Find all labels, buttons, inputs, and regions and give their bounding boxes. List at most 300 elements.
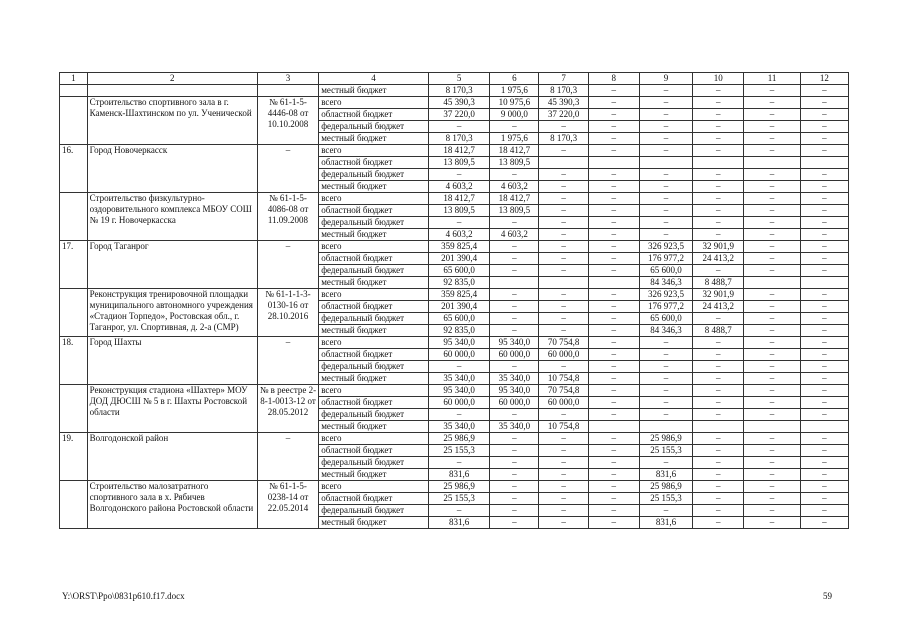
amount-cell: –: [800, 337, 848, 349]
amount-cell: 35 340,0: [428, 373, 489, 385]
amount-cell: –: [428, 361, 489, 373]
amount-cell: –: [744, 481, 800, 493]
amount-cell: –: [744, 109, 800, 121]
amount-cell: –: [744, 217, 800, 229]
row-number-cell: [60, 385, 88, 433]
amount-cell: –: [539, 145, 588, 157]
amount-cell: 84 346,3: [639, 277, 692, 289]
amount-cell: –: [639, 337, 692, 349]
footer-file-path: Y:\ORST\Ppo\0831p610.f17.docx: [62, 591, 185, 601]
amount-cell: 65 600,0: [428, 265, 489, 277]
amount-cell: –: [744, 349, 800, 361]
page-number: 59: [823, 591, 832, 601]
funding-source-cell: всего: [319, 145, 429, 157]
funding-source-cell: федеральный бюджет: [319, 457, 429, 469]
object-name-cell: Город Таганрог: [87, 241, 257, 289]
amount-cell: 24 413,2: [693, 301, 744, 313]
amount-cell: –: [693, 169, 744, 181]
amount-cell: –: [744, 145, 800, 157]
amount-cell: –: [490, 481, 539, 493]
amount-cell: –: [800, 229, 848, 241]
object-name-cell: Реконструкция тренировочной площадки муниципального автономного учреждения «Стадион Торпедо», Ростовская обл., г. Таганрог, ул. Спортивная, д. 2-а (СМР): [87, 289, 257, 337]
amount-cell: –: [744, 121, 800, 133]
amount-cell: –: [800, 373, 848, 385]
amount-cell: –: [539, 289, 588, 301]
amount-cell: –: [800, 469, 848, 481]
amount-cell: –: [744, 397, 800, 409]
amount-cell: –: [639, 229, 692, 241]
amount-cell: –: [693, 373, 744, 385]
object-name-cell: Строительство физкультурно-оздоровительного комплекса МБОУ СОШ № 19 г. Новочеркасска: [87, 193, 257, 241]
amount-cell: –: [588, 409, 639, 421]
amount-cell: –: [744, 313, 800, 325]
amount-cell: –: [588, 229, 639, 241]
amount-cell: 60 000,0: [428, 349, 489, 361]
amount-cell: –: [693, 481, 744, 493]
amount-cell: –: [490, 253, 539, 265]
amount-cell: –: [800, 409, 848, 421]
amount-cell: 65 600,0: [639, 313, 692, 325]
amount-cell: –: [744, 445, 800, 457]
amount-cell: –: [639, 349, 692, 361]
object-name-cell: Реконструкция стадиона «Шахтер» МОУ ДОД ДЮСШ № 5 в г. Шахты Ростовской области: [87, 385, 257, 433]
amount-cell: –: [800, 253, 848, 265]
table-row: [60, 241, 849, 253]
amount-cell: 60 000,0: [428, 397, 489, 409]
amount-cell: –: [588, 337, 639, 349]
column-number-cell: 11: [744, 73, 800, 85]
amount-cell: –: [744, 181, 800, 193]
column-number-cell: 4: [319, 73, 429, 85]
amount-cell: –: [490, 469, 539, 481]
amount-cell: –: [490, 121, 539, 133]
amount-cell: –: [744, 301, 800, 313]
amount-cell: –: [693, 109, 744, 121]
amount-cell: 95 340,0: [428, 337, 489, 349]
funding-source-cell: областной бюджет: [319, 301, 429, 313]
table-row: [60, 433, 849, 445]
amount-cell: –: [744, 193, 800, 205]
amount-cell: –: [428, 457, 489, 469]
column-number-cell: 9: [639, 73, 692, 85]
amount-cell: –: [693, 469, 744, 481]
amount-cell: [588, 157, 639, 169]
amount-cell: –: [539, 493, 588, 505]
table-body: [60, 73, 849, 529]
amount-cell: –: [800, 121, 848, 133]
object-name-cell: Строительство спортивного зала в г. Каменск-Шахтинском по ул. Ученической: [87, 97, 257, 145]
column-number-cell: 3: [257, 73, 318, 85]
document-ref-cell: [257, 85, 318, 97]
funding-source-cell: местный бюджет: [319, 85, 429, 97]
amount-cell: –: [744, 97, 800, 109]
amount-cell: 32 901,9: [693, 241, 744, 253]
amount-cell: –: [800, 493, 848, 505]
amount-cell: 176 977,2: [639, 301, 692, 313]
amount-cell: –: [539, 193, 588, 205]
funding-source-cell: федеральный бюджет: [319, 313, 429, 325]
table-row: [60, 385, 849, 397]
funding-source-cell: областной бюджет: [319, 205, 429, 217]
amount-cell: –: [639, 385, 692, 397]
amount-cell: –: [693, 145, 744, 157]
amount-cell: –: [800, 433, 848, 445]
row-number-cell: 18.: [60, 337, 88, 385]
document-ref-cell: № 61-1-5-4446-08 от 10.10.2008: [257, 97, 318, 145]
funding-source-cell: областной бюджет: [319, 397, 429, 409]
amount-cell: 92 835,0: [428, 277, 489, 289]
amount-cell: –: [539, 241, 588, 253]
amount-cell: –: [744, 85, 800, 97]
amount-cell: –: [800, 445, 848, 457]
amount-cell: –: [639, 409, 692, 421]
amount-cell: –: [800, 505, 848, 517]
amount-cell: –: [490, 289, 539, 301]
amount-cell: –: [639, 97, 692, 109]
amount-cell: –: [800, 109, 848, 121]
amount-cell: –: [539, 409, 588, 421]
amount-cell: [744, 277, 800, 289]
amount-cell: –: [744, 169, 800, 181]
document-ref-cell: –: [257, 241, 318, 289]
amount-cell: [639, 157, 692, 169]
amount-cell: 18 412,7: [428, 193, 489, 205]
funding-source-cell: областной бюджет: [319, 157, 429, 169]
funding-source-cell: федеральный бюджет: [319, 361, 429, 373]
amount-cell: –: [539, 229, 588, 241]
table-row: [60, 337, 849, 349]
amount-cell: –: [693, 121, 744, 133]
amount-cell: [744, 157, 800, 169]
amount-cell: 84 346,3: [639, 325, 692, 337]
amount-cell: –: [693, 433, 744, 445]
row-number-cell: [60, 481, 88, 529]
amount-cell: –: [744, 517, 800, 529]
amount-cell: –: [539, 469, 588, 481]
amount-cell: –: [539, 205, 588, 217]
amount-cell: –: [539, 433, 588, 445]
amount-cell: 13 809,5: [428, 205, 489, 217]
amount-cell: –: [639, 361, 692, 373]
table-row: [60, 145, 849, 157]
amount-cell: –: [428, 121, 489, 133]
funding-source-cell: федеральный бюджет: [319, 505, 429, 517]
amount-cell: –: [800, 145, 848, 157]
amount-cell: –: [693, 349, 744, 361]
funding-source-cell: местный бюджет: [319, 325, 429, 337]
funding-source-cell: местный бюджет: [319, 421, 429, 433]
amount-cell: –: [744, 289, 800, 301]
amount-cell: 70 754,8: [539, 385, 588, 397]
amount-cell: –: [639, 169, 692, 181]
amount-cell: –: [800, 205, 848, 217]
amount-cell: [693, 421, 744, 433]
amount-cell: –: [693, 217, 744, 229]
amount-cell: –: [539, 265, 588, 277]
amount-cell: –: [693, 361, 744, 373]
amount-cell: –: [588, 469, 639, 481]
document-ref-cell: № 61-1-5-4086-08 от 11.09.2008: [257, 193, 318, 241]
amount-cell: –: [490, 361, 539, 373]
amount-cell: –: [490, 217, 539, 229]
amount-cell: –: [588, 145, 639, 157]
amount-cell: –: [428, 409, 489, 421]
amount-cell: 201 390,4: [428, 301, 489, 313]
amount-cell: –: [744, 337, 800, 349]
amount-cell: 1 975,6: [490, 85, 539, 97]
amount-cell: 10 754,8: [539, 373, 588, 385]
amount-cell: 92 835,0: [428, 325, 489, 337]
amount-cell: –: [539, 517, 588, 529]
funding-source-cell: всего: [319, 337, 429, 349]
amount-cell: 35 340,0: [490, 421, 539, 433]
row-number-cell: 17.: [60, 241, 88, 289]
amount-cell: 60 000,0: [490, 397, 539, 409]
funding-source-cell: местный бюджет: [319, 229, 429, 241]
amount-cell: [490, 277, 539, 289]
funding-source-cell: всего: [319, 481, 429, 493]
amount-cell: 13 809,5: [490, 157, 539, 169]
amount-cell: –: [588, 481, 639, 493]
amount-cell: –: [800, 181, 848, 193]
amount-cell: –: [693, 337, 744, 349]
row-number-cell: 16.: [60, 145, 88, 193]
amount-cell: –: [693, 181, 744, 193]
amount-cell: –: [490, 433, 539, 445]
funding-source-cell: федеральный бюджет: [319, 409, 429, 421]
document-ref-cell: № 61-1-1-3-0130-16 от 28.10.2016: [257, 289, 318, 337]
amount-cell: [588, 277, 639, 289]
amount-cell: –: [428, 169, 489, 181]
funding-source-cell: всего: [319, 97, 429, 109]
amount-cell: –: [800, 289, 848, 301]
amount-cell: –: [800, 517, 848, 529]
amount-cell: –: [693, 409, 744, 421]
amount-cell: –: [639, 373, 692, 385]
amount-cell: –: [539, 169, 588, 181]
amount-cell: –: [490, 493, 539, 505]
funding-source-cell: местный бюджет: [319, 181, 429, 193]
amount-cell: –: [588, 493, 639, 505]
amount-cell: [539, 277, 588, 289]
amount-cell: –: [490, 325, 539, 337]
table-row: [60, 97, 849, 109]
amount-cell: –: [539, 121, 588, 133]
amount-cell: –: [639, 121, 692, 133]
amount-cell: –: [588, 169, 639, 181]
amount-cell: –: [639, 193, 692, 205]
amount-cell: –: [539, 325, 588, 337]
amount-cell: 18 412,7: [490, 193, 539, 205]
amount-cell: –: [744, 325, 800, 337]
amount-cell: –: [800, 85, 848, 97]
table-row: [60, 85, 849, 97]
object-name-cell: Город Шахты: [87, 337, 257, 385]
amount-cell: –: [800, 325, 848, 337]
amount-cell: 359 825,4: [428, 241, 489, 253]
row-number-cell: 19.: [60, 433, 88, 481]
amount-cell: –: [490, 169, 539, 181]
amount-cell: –: [490, 457, 539, 469]
amount-cell: –: [588, 85, 639, 97]
amount-cell: 37 220,0: [428, 109, 489, 121]
amount-cell: 13 809,5: [428, 157, 489, 169]
amount-cell: 60 000,0: [490, 349, 539, 361]
amount-cell: 4 603,2: [490, 181, 539, 193]
amount-cell: 8 170,3: [539, 85, 588, 97]
amount-cell: –: [693, 133, 744, 145]
amount-cell: 359 825,4: [428, 289, 489, 301]
amount-cell: 25 155,3: [639, 445, 692, 457]
amount-cell: 8 488,7: [693, 277, 744, 289]
amount-cell: –: [744, 373, 800, 385]
amount-cell: –: [744, 433, 800, 445]
amount-cell: –: [639, 397, 692, 409]
amount-cell: –: [800, 193, 848, 205]
amount-cell: –: [588, 181, 639, 193]
object-name-cell: Строительство малозатратного спортивного зала в х. Рябичев Волгодонского района Ростовской области: [87, 481, 257, 529]
column-number-cell: 8: [588, 73, 639, 85]
amount-cell: –: [800, 133, 848, 145]
amount-cell: [800, 157, 848, 169]
amount-cell: –: [588, 385, 639, 397]
amount-cell: 1 975,6: [490, 133, 539, 145]
amount-cell: –: [639, 181, 692, 193]
amount-cell: –: [639, 505, 692, 517]
amount-cell: –: [744, 385, 800, 397]
column-number-cell: 12: [800, 73, 848, 85]
amount-cell: 326 923,5: [639, 241, 692, 253]
amount-cell: 4 603,2: [428, 229, 489, 241]
funding-source-cell: всего: [319, 433, 429, 445]
amount-cell: –: [693, 385, 744, 397]
column-number-cell: 6: [490, 73, 539, 85]
table-row: [60, 481, 849, 493]
amount-cell: –: [744, 469, 800, 481]
amount-cell: –: [744, 205, 800, 217]
document-ref-cell: № 61-1-5-0238-14 от 22.05.2014: [257, 481, 318, 529]
amount-cell: –: [744, 265, 800, 277]
funding-source-cell: всего: [319, 289, 429, 301]
amount-cell: –: [639, 145, 692, 157]
amount-cell: –: [539, 505, 588, 517]
amount-cell: –: [490, 265, 539, 277]
amount-cell: –: [588, 313, 639, 325]
amount-cell: 8 170,3: [539, 133, 588, 145]
amount-cell: 35 340,0: [428, 421, 489, 433]
amount-cell: 35 340,0: [490, 373, 539, 385]
amount-cell: 65 600,0: [639, 265, 692, 277]
funding-source-cell: федеральный бюджет: [319, 265, 429, 277]
amount-cell: –: [490, 409, 539, 421]
amount-cell: –: [539, 181, 588, 193]
amount-cell: –: [800, 301, 848, 313]
column-number-cell: 2: [87, 73, 257, 85]
amount-cell: –: [588, 433, 639, 445]
amount-cell: [693, 157, 744, 169]
amount-cell: –: [539, 361, 588, 373]
amount-cell: –: [693, 493, 744, 505]
funding-source-cell: всего: [319, 241, 429, 253]
amount-cell: –: [693, 517, 744, 529]
amount-cell: –: [539, 481, 588, 493]
amount-cell: –: [693, 313, 744, 325]
amount-cell: –: [588, 397, 639, 409]
amount-cell: 326 923,5: [639, 289, 692, 301]
amount-cell: –: [693, 397, 744, 409]
amount-cell: 10 975,6: [490, 97, 539, 109]
amount-cell: –: [693, 265, 744, 277]
amount-cell: –: [744, 361, 800, 373]
amount-cell: –: [693, 193, 744, 205]
amount-cell: –: [639, 133, 692, 145]
amount-cell: –: [490, 505, 539, 517]
amount-cell: 32 901,9: [693, 289, 744, 301]
amount-cell: –: [693, 229, 744, 241]
funding-source-cell: всего: [319, 385, 429, 397]
amount-cell: 25 986,9: [428, 433, 489, 445]
amount-cell: 45 390,3: [539, 97, 588, 109]
amount-cell: 831,6: [428, 469, 489, 481]
amount-cell: 60 000,0: [539, 349, 588, 361]
amount-cell: 24 413,2: [693, 253, 744, 265]
row-number-cell: [60, 193, 88, 241]
amount-cell: –: [428, 217, 489, 229]
amount-cell: –: [588, 289, 639, 301]
funding-source-cell: местный бюджет: [319, 469, 429, 481]
amount-cell: –: [639, 205, 692, 217]
amount-cell: –: [588, 109, 639, 121]
funding-source-cell: областной бюджет: [319, 349, 429, 361]
amount-cell: –: [588, 325, 639, 337]
amount-cell: –: [639, 457, 692, 469]
amount-cell: [800, 421, 848, 433]
amount-cell: –: [588, 217, 639, 229]
amount-cell: –: [588, 349, 639, 361]
amount-cell: –: [539, 313, 588, 325]
amount-cell: –: [744, 241, 800, 253]
amount-cell: –: [800, 265, 848, 277]
amount-cell: –: [588, 133, 639, 145]
amount-cell: –: [800, 397, 848, 409]
table-row: [60, 289, 849, 301]
object-name-cell: Волгодонской район: [87, 433, 257, 481]
amount-cell: –: [639, 109, 692, 121]
amount-cell: –: [539, 445, 588, 457]
amount-cell: 25 986,9: [639, 481, 692, 493]
amount-cell: 9 000,0: [490, 109, 539, 121]
object-name-cell: Город Новочеркасск: [87, 145, 257, 193]
amount-cell: 95 340,0: [490, 385, 539, 397]
amount-cell: –: [693, 505, 744, 517]
row-number-cell: [60, 85, 88, 97]
funding-source-cell: федеральный бюджет: [319, 217, 429, 229]
amount-cell: –: [639, 217, 692, 229]
amount-cell: –: [588, 457, 639, 469]
amount-cell: [588, 421, 639, 433]
amount-cell: –: [588, 505, 639, 517]
amount-cell: 65 600,0: [428, 313, 489, 325]
amount-cell: [744, 421, 800, 433]
row-number-cell: [60, 97, 88, 145]
amount-cell: 831,6: [428, 517, 489, 529]
amount-cell: [539, 157, 588, 169]
column-number-cell: 1: [60, 73, 88, 85]
amount-cell: 25 986,9: [639, 433, 692, 445]
amount-cell: –: [490, 301, 539, 313]
amount-cell: –: [800, 313, 848, 325]
funding-source-cell: местный бюджет: [319, 373, 429, 385]
